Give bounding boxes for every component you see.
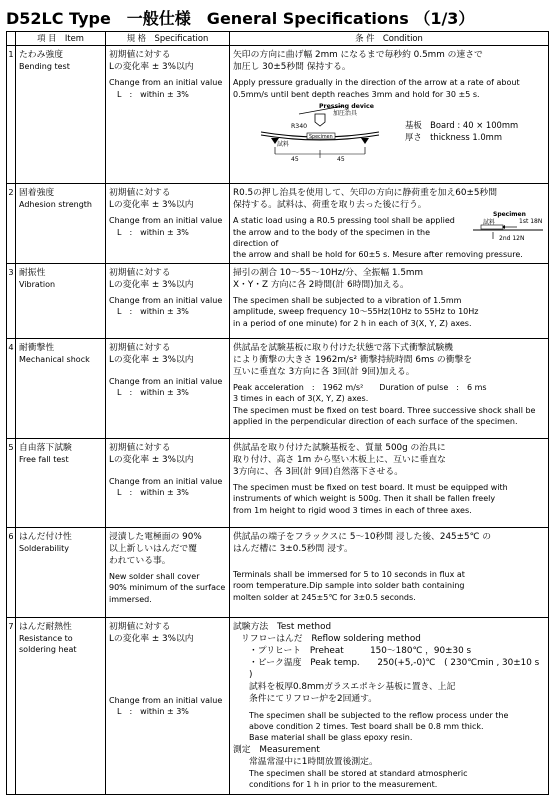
condition-cell (230, 184, 549, 264)
board-thickness: 厚さ thickness 1.0mm (405, 131, 502, 142)
item-jp: 耐衝撃性 (19, 342, 55, 353)
spec-cell (106, 617, 230, 794)
row-number: 4 (7, 338, 16, 438)
item-jp: 自由落下試験 (19, 442, 72, 453)
fig-dim-right: 45 (337, 155, 345, 163)
spec-jp-2: Lの変化率 ± 3%以内 (109, 633, 194, 644)
spec-jp-1: 初期値に対する (109, 188, 171, 198)
spec-en-2: L : within ± 3% (117, 307, 189, 317)
cond-jp-2: はんだ槽に 3±0.5秒間 浸す。 (233, 543, 353, 554)
table-row (7, 438, 549, 527)
cond-line-12: The specimen shall be stored at standard atmospheric (249, 768, 468, 778)
cond-en-1: The specimen must be fixed on test board. It must be equipped with (233, 483, 508, 493)
cond-jp-1: 供試品を試験基板に取り付けた状態で落下式衝撃試験機 (233, 342, 453, 353)
board-spec (405, 120, 518, 144)
cond-en-3: The specimen must be fixed on test board. Three successive shock shall be (233, 405, 536, 415)
bending-fixture-figure (233, 102, 403, 164)
header-item: 項 目 Item (16, 32, 106, 46)
spec-jp-2: Lの変化率 ± 3%以内 (109, 354, 194, 365)
cond-en-3: molten solder at 245±5℃ for 3±0.5 seconds. (233, 592, 416, 602)
cond-line-3: ・プリヒート Preheat 150～180℃ ，90±30 s (249, 645, 472, 656)
table-row (7, 527, 549, 617)
cond-en-2: 0.5mm/s until bent depth reaches 3mm and hold for 30 ±5 s. (233, 89, 480, 99)
cond-en-2: the arrow and to the body of the specimen in the direction of (233, 227, 430, 248)
cond-line-9: Base material shall be glass epoxy resin. (249, 733, 413, 743)
spec-jp-1: 初期値に対する (109, 621, 171, 632)
spec-en-2: L : within ± 3% (117, 89, 189, 99)
bending-diagram (233, 102, 545, 164)
cond-jp-2: により衝撃の大きさ 1962m/s² 衝撃持続時間 6ms の衝撃を (233, 354, 473, 365)
spec-jp-1: 初期値に対する (109, 50, 171, 60)
spec-jp-2: Lの変化率 ± 3%以内 (109, 454, 194, 465)
item-cell (16, 184, 106, 264)
fig-specimen: Specimen (309, 134, 333, 140)
cond-jp-2: 保持する。試料は、荷重を取り去った後に行う。 (233, 200, 427, 211)
item-en: Free fall test (19, 454, 69, 464)
spec-en-1: Change from an initial value (109, 295, 223, 305)
cond-en-2: amplitude, sweep frequency 10～55Hz(10Hz to 55Hz to 10Hz (233, 307, 479, 317)
row-number: 7 (7, 617, 16, 794)
item-jp: 耐振性 (19, 267, 46, 278)
cond-line-7: The specimen shall be subjected to the reflow process under the (249, 710, 509, 720)
cond-en-2: 3 times in each of 3(X, Y, Z) axes. (233, 394, 369, 404)
spec-en-1: New solder shall cover (109, 572, 200, 582)
spec-jp-1: 浸漬した電極面の 90% (109, 531, 202, 542)
cond-jp-2: 加圧し 30±5秒間 保持する。 (233, 62, 351, 73)
spec-jp-3: われている事。 (109, 555, 171, 566)
cond-en-1: A static load using a R0.5 pressing tool shall be applied (233, 216, 455, 226)
spec-en-1: Change from an initial value (109, 78, 223, 88)
cond-line-1: 試験方法 Test method (233, 621, 332, 632)
spec-cell (106, 438, 230, 527)
spec-cell (106, 263, 230, 338)
fig-pressing-label: Pressing device (319, 102, 374, 110)
fig-sample: 試料 (277, 140, 290, 148)
row-number: 1 (7, 46, 16, 184)
item-jp: 固着強度 (19, 188, 55, 198)
cond-en-3: the arrow and shall be hold for 60±5 s. Mesure after removing pressure. (233, 250, 523, 260)
condition-cell (230, 263, 549, 338)
cond-en-4: applied in the perpendicular direction of each surface of the specimen. (233, 417, 518, 427)
fig-sample: 試料 (483, 219, 496, 227)
fig-specimen: Specimen (493, 211, 526, 219)
spec-jp-2: Lの変化率 ± 3%以内 (109, 62, 194, 73)
cond-line-6: 条件にてリフロー炉を2回通す。 (249, 694, 378, 705)
spec-jp-2: Lの変化率 ± 3%以内 (109, 279, 194, 290)
spec-en-1: Change from an initial value (109, 376, 223, 386)
spec-jp-1: 初期値に対する (109, 342, 171, 353)
condition-cell (230, 617, 549, 794)
item-cell (16, 263, 106, 338)
cond-en-2: room temperature.Dip sample into solder bath containing (233, 581, 465, 591)
cond-jp-1: 掃引の割合 10～55～10Hz/分、全振幅 1.5mm (233, 267, 424, 278)
cond-line-4: ・ピーク温度 Peak temp. 250(+5,-0)℃ ( 230℃min , 30±10 s ) (249, 658, 540, 681)
condition-cell (230, 527, 549, 617)
item-en: Vibration (19, 279, 56, 289)
condition-cell (230, 438, 549, 527)
cond-en-1: Peak acceleration : 1962 m/s² Duration of pulse : 6 ms (233, 383, 487, 393)
item-en: Adhesion strength (19, 200, 92, 210)
spec-jp-1: 初期値に対する (109, 442, 171, 453)
spec-cell (106, 46, 230, 184)
cond-line-8: above condition 2 times. Test board shall be 0.8 mm thick. (249, 721, 484, 731)
spec-en-1: Change from an initial value (109, 216, 223, 226)
fig-dim-left: 45 (291, 155, 299, 163)
adhesion-figure (471, 209, 545, 243)
condition-cell (230, 46, 549, 184)
row-number: 2 (7, 184, 16, 264)
cond-line-10: 測定 Measurement (233, 744, 320, 755)
cond-jp-1: 矢印の方向に曲げ幅 2mm になるまで毎秒約 0.5mm の速さで (233, 50, 483, 60)
cond-en-3: from 1m height to rigid wood 3 times in each of three axes. (233, 505, 472, 515)
board-size: 基板 Board : 40 × 100mm (405, 119, 519, 130)
cond-en-1: Terminals shall be immersed for 5 to 10 seconds in flux at (233, 569, 465, 579)
table-row (7, 263, 549, 338)
table-row (7, 338, 549, 438)
table-header (7, 32, 549, 46)
fig-radius: R340 (291, 122, 308, 130)
spec-en-1: Change from an initial value (109, 476, 223, 486)
item-en: Mechanical shock (19, 354, 90, 364)
item-cell (16, 46, 106, 184)
cond-line-5: 試料を板厚0.8mmガラスエポキシ基板に置き、上記 (249, 682, 456, 693)
cond-line-11: 常温常湿中に1時間放置後測定。 (249, 756, 378, 767)
spec-jp-2: 以上新しいはんだで覆 (109, 543, 197, 554)
row-number: 3 (7, 263, 16, 338)
header-no (7, 32, 16, 46)
item-cell (16, 438, 106, 527)
item-cell (16, 617, 106, 794)
spec-en-2: L : within ± 3% (117, 388, 189, 398)
spec-en-2: L : within ± 3% (117, 227, 189, 237)
fig-1st: 1st 18N (519, 218, 543, 226)
cond-en-1: Apply pressure gradually in the direction of the arrow at a rate of about (233, 78, 520, 88)
item-en: Solderability (19, 543, 70, 553)
spec-jp-2: Lの変化率 ± 3%以内 (109, 200, 194, 211)
cond-jp-3: 互いに垂直な 3方向に各 3回(計 9回)加える。 (233, 366, 415, 377)
cond-en-3: in a period of one minute) for 2 h in each of 3(X, Y, Z) axes. (233, 318, 472, 328)
item-jp: はんだ付け性 (19, 531, 72, 542)
table-row (7, 184, 549, 264)
item-cell (16, 527, 106, 617)
fig-pressing-jp: 加圧治具 (333, 109, 358, 117)
cond-jp-1: R0.5の押し治具を使用して、矢印の方向に静荷重を加え60±5秒間 (233, 188, 498, 198)
item-cell (16, 338, 106, 438)
item-en: Bending test (19, 62, 70, 72)
spec-cell (106, 338, 230, 438)
cond-jp-2: 取り付け、高さ 1m から堅い木板上に、互いに垂直な (233, 454, 446, 465)
condition-cell (230, 338, 549, 438)
cond-jp-3: 3方向に、各 3回(計 9回)自然落下させる。 (233, 466, 403, 477)
spec-en-2: L : within ± 3% (117, 707, 189, 717)
header-condition: 条 件 Condition (230, 32, 549, 46)
cond-line-2: リフローはんだ Reflow soldering method (241, 633, 421, 644)
cond-en-2: instruments of which weight is 500g. Then it shall be fallen freely (233, 494, 496, 504)
item-en-2: soldering heat (19, 645, 77, 655)
cond-jp-1: 供試品の端子をフラックスに 5～10秒間 浸した後、245±5℃ の (233, 531, 492, 542)
fig-2nd: 2nd 12N (499, 235, 525, 243)
cond-jp-2: X・Y・Z 方向に各 2時間(計 6時間)加える。 (233, 279, 409, 290)
item-jp: たわみ強度 (19, 50, 63, 60)
spec-en-3: immersed. (109, 594, 152, 604)
spec-jp-1: 初期値に対する (109, 267, 171, 278)
row-number: 6 (7, 527, 16, 617)
spec-en-2: L : within ± 3% (117, 488, 189, 498)
spec-cell (106, 527, 230, 617)
cond-en-1: The specimen shall be subjected to a vibration of 1.5mm (233, 295, 462, 305)
row-number: 5 (7, 438, 16, 527)
spec-table (6, 31, 549, 795)
header-spec: 規 格 Specification (106, 32, 230, 46)
cond-line-13: conditions for 1 h in prior to the measurement. (249, 780, 438, 790)
spec-cell (106, 184, 230, 264)
item-jp: はんだ耐熱性 (19, 621, 72, 632)
cond-jp-1: 供試品を取り付けた試験基板を、質量 500g の治具に (233, 442, 446, 453)
spec-en-1: Change from an initial value (109, 695, 223, 705)
spec-en-2: 90% minimum of the surface (109, 583, 226, 593)
page-title: D52LC Type 一般仕様 General Specifications （1/3） (6, 9, 475, 28)
item-en-1: Resistance to (19, 633, 73, 643)
table-row (7, 46, 549, 184)
table-row (7, 617, 549, 794)
